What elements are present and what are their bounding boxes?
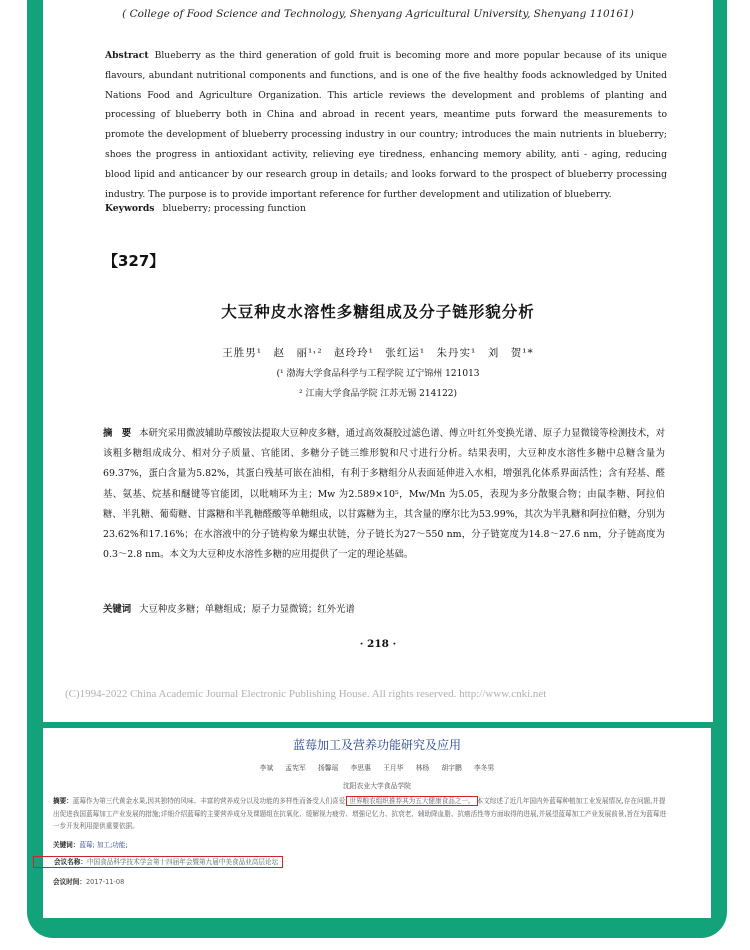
record-keywords [53, 839, 128, 849]
paper-page [43, 0, 713, 722]
english-abstract [105, 46, 667, 204]
keywords-text: blueberry; processing function [162, 203, 306, 214]
english-affiliation: ( College of Food Science and Technology, Shenyang Agricultural University, Shenyang 110161) [122, 8, 634, 20]
abstract-text: Blueberry as the third generation of gold fruit is becoming more and more popular because of its unique flavours, abundant nutritional components and functions, and is one of the five healthy foods acknowledged by United Nations Food and Agriculture Organization. This article reviews the development and problems of planting and processing of blueberry both in China and abroad in recent years, meantime puts forward the measurements to promote the development of blueberry processing industry in our country; introduces the main nutrients in blueberry; shoes the progress in antioxidant activity, relieving eye tiredness, enhancing memory ability, anti - aging, reducing blood lipid and anticancer by our research group in details; and looks forward to the prospect of blueberry processing industry. The purpose is to provide important reference for further development and utilization of blueberry. [105, 50, 667, 200]
record-conference-label: 会议名称： [54, 858, 87, 866]
record-abstract [53, 795, 671, 833]
keywords-label: Keywords [105, 203, 155, 214]
chinese-abstract [103, 424, 665, 565]
record-abstract-part1: 蓝莓作为第三代黄金水果,因其独特的风味、丰富的营养成分以及功能的多样性而备受人们喜爱, [72, 797, 348, 805]
chinese-abstract-label: 摘 要 [103, 428, 132, 439]
chinese-authors: 王胜男¹ 赵 丽¹˒² 赵玲玲¹ 张红运¹ 朱丹实¹ 刘 贺¹* [222, 347, 534, 359]
chinese-keywords-text: 大豆种皮多糖；单糖组成；原子力显微镜；红外光谱 [139, 604, 355, 615]
record-keywords-text[interactable]: 蓝莓; 加工;功能; [79, 841, 128, 849]
chinese-abstract-text: 本研究采用微波辅助草酸铵法提取大豆种皮多糖，通过高效凝胶过滤色谱、傅立叶红外变换光谱、原子力显微镜等检测技术，对该粗多糖组成成分、相对分子质量、官能团、多糖分子链三维形貌和尺寸进行分析。结果表明，大豆种皮水溶性多糖中总糖含量为69.37%，蛋白含量为5.82%，其蛋白残基可嵌在油相，有利于多糖组分从表面延伸进入水相，增强乳化体系界面活性；含有羟基、醛基、氨基、烷基和醚键等官能团，以吡喃环为主；Mw 为2.589×10⁵，Mw/Mn 为5.05，表现为多分散聚合物；由鼠李糖、阿拉伯糖、半乳糖、葡萄糖、甘露糖和半乳糖醛酸等单糖组成，以甘露糖为主，其含量的摩尔比为53.99%，其次为半乳糖和阿拉伯糖，分别为23.62%和17.16%；在水溶液中的分子链构象为螺虫状链，分子链长为27～550 nm，分子链宽度为14.8～27.6 nm，分子链高度为0.3～2.8 nm。本文为大豆种皮水溶性多糖的应用提供了一定的理论基础。 [103, 428, 665, 561]
chinese-title: 大豆种皮水溶性多糖组成及分子链形貌分析 [221, 303, 535, 321]
record-abstract-part2: 本文综述了近几年国内外蓝莓种植加工业发展情况,存在问题,并提出促进我国蓝莓加工产业发展的措施;详细介绍蓝莓的主要营养成分及课题组在抗氧化、缓解视力疲劳、增强记忆力、抗衰老、辅助降血脂、抗癌活性等方面取得的进展,并展望蓝莓加工产业发展前景,旨在为蓝莓进一步开发利用提供重要依据。 [53, 797, 667, 831]
copyright-watermark: (C)1994-2022 China Academic Journal Electronic Publishing House. All rights reserved. http://www.cnki.net [65, 688, 547, 700]
record-conference-text: 中国食品科学技术学会第十四届年会暨第九届中美食品业高层论坛 [86, 858, 279, 866]
cnki-record [43, 728, 711, 918]
chinese-keywords [103, 601, 355, 615]
record-title: 蓝莓加工及营养功能研究及应用 [292, 738, 461, 752]
highlighted-sentence: 世界粮农组织推荐其为五大健康食品之一。 [349, 797, 475, 805]
chinese-affiliation-2: ² 江南大学食品学院 江苏无锡 214122) [298, 389, 458, 399]
record-authors: 李斌 孟宪军 扬馨瑶 李思惠 王月华 林杨 胡宇鹏 李冬男 [259, 764, 495, 772]
highlighted-conference [33, 856, 283, 868]
page-number: · 218 · [359, 638, 397, 650]
record-affiliation: 沈阳农业大学食品学院 [343, 782, 411, 790]
chinese-affiliation-1: (¹ 渤海大学食品科学与工程学院 辽宁锦州 121013 [276, 369, 480, 379]
record-abstract-label: 摘要： [53, 797, 73, 805]
chinese-keywords-label: 关键词 [103, 604, 132, 615]
record-keywords-label: 关键词： [53, 841, 80, 849]
record-conference [53, 856, 283, 866]
record-date-text: 2017-11-08 [85, 878, 125, 886]
record-date-label: 会议时间： [53, 878, 86, 886]
english-keywords [105, 203, 306, 214]
entry-number: 【327】 [103, 252, 165, 270]
abstract-label: Abstract [105, 50, 149, 61]
record-date [53, 876, 124, 886]
